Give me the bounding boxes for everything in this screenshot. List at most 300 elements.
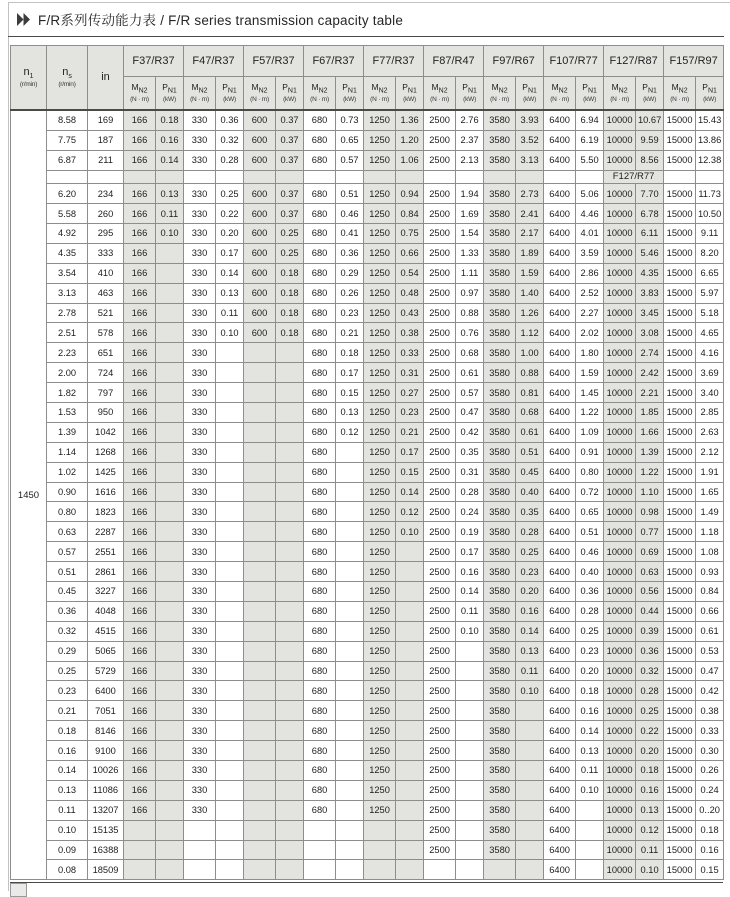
cell-mn2: 3580 (484, 462, 516, 482)
cell-mn2: 2500 (424, 343, 456, 363)
cell-pn1: 0.17 (456, 542, 484, 562)
cell-pn1 (276, 422, 304, 442)
cell-mn2: 6400 (544, 800, 576, 820)
cell-mn2: 2500 (424, 542, 456, 562)
cell-pn1: 0.25 (516, 542, 544, 562)
cell-mn2: 166 (124, 283, 156, 303)
ns-cell: 0.11 (47, 800, 88, 820)
group-header: F87/R47 (424, 46, 484, 77)
cell-mn2 (244, 502, 276, 522)
cell-pn1: 0.11 (636, 840, 664, 860)
cell-mn2: 680 (304, 542, 336, 562)
cell-mn2: 2500 (424, 130, 456, 150)
cell-pn1: 0.28 (456, 482, 484, 502)
cell-pn1: 0.47 (456, 402, 484, 422)
ns-cell: 0.63 (47, 522, 88, 542)
cell-mn2: 3580 (484, 323, 516, 343)
cell-mn2: 330 (184, 303, 216, 323)
in-cell: 1616 (88, 482, 124, 502)
cell-mn2: 2500 (424, 204, 456, 224)
cell-pn1: 0.16 (696, 840, 724, 860)
cell-mn2: 15000 (664, 343, 696, 363)
cell-pn1 (156, 343, 184, 363)
cell-pn1 (276, 170, 304, 184)
cell-mn2: 166 (124, 562, 156, 582)
cell-pn1: 0.14 (156, 150, 184, 170)
cell-pn1 (216, 422, 244, 442)
cell-pn1 (396, 562, 424, 582)
cell-mn2: 166 (124, 223, 156, 243)
cell-mn2: 330 (184, 150, 216, 170)
cell-mn2: 6400 (544, 442, 576, 462)
cell-mn2 (184, 840, 216, 860)
cell-mn2: 6400 (544, 860, 576, 880)
cell-pn1 (156, 741, 184, 761)
cell-pn1 (516, 761, 544, 781)
cell-mn2: 15000 (664, 661, 696, 681)
cell-pn1 (516, 840, 544, 860)
cell-pn1: 0.28 (516, 522, 544, 542)
cell-pn1: 0.51 (336, 184, 364, 204)
ns-cell: 1.02 (47, 462, 88, 482)
cell-mn2 (244, 422, 276, 442)
cell-mn2: 2500 (424, 462, 456, 482)
cell-mn2: 1250 (364, 502, 396, 522)
cell-pn1: 1.54 (456, 223, 484, 243)
cell-pn1 (516, 860, 544, 880)
cell-pn1: 0.57 (336, 150, 364, 170)
cell-pn1: 0.61 (516, 422, 544, 442)
cell-pn1: 3.13 (516, 150, 544, 170)
cell-pn1: 0.97 (456, 283, 484, 303)
cell-pn1: 0.26 (336, 283, 364, 303)
cell-pn1: 0.75 (396, 223, 424, 243)
in-cell: 4048 (88, 601, 124, 621)
cell-pn1 (156, 661, 184, 681)
cell-mn2: 10000 (604, 223, 636, 243)
in-cell: 2551 (88, 542, 124, 562)
cell-mn2: 330 (184, 741, 216, 761)
cell-mn2: 10000 (604, 150, 636, 170)
note-label: F127/R77 (604, 170, 664, 184)
cell-mn2: 2500 (424, 383, 456, 403)
cell-mn2: 330 (184, 601, 216, 621)
cell-mn2 (124, 170, 156, 184)
legend-box-stub (10, 883, 27, 897)
ns-cell: 2.78 (47, 303, 88, 323)
cell-mn2: 166 (124, 363, 156, 383)
in-cell: 8146 (88, 721, 124, 741)
cell-mn2 (244, 402, 276, 422)
cell-mn2: 680 (304, 383, 336, 403)
cell-mn2: 680 (304, 761, 336, 781)
in-cell (88, 170, 124, 184)
cell-pn1: 0.18 (576, 681, 604, 701)
cell-pn1 (336, 170, 364, 184)
in-cell: 260 (88, 204, 124, 224)
ns-cell: 6.87 (47, 150, 88, 170)
cell-mn2: 15000 (664, 422, 696, 442)
cell-mn2: 3580 (484, 130, 516, 150)
cell-mn2 (424, 170, 456, 184)
cell-pn1: 0.88 (516, 363, 544, 383)
cell-mn2 (244, 343, 276, 363)
cell-pn1: 2.74 (636, 343, 664, 363)
cell-pn1 (516, 721, 544, 741)
cell-mn2: 1250 (364, 263, 396, 283)
cell-pn1: 1.10 (636, 482, 664, 502)
cell-pn1: 0.93 (696, 562, 724, 582)
cell-pn1 (456, 840, 484, 860)
section-title (17, 9, 403, 29)
cell-mn2: 680 (304, 323, 336, 343)
cell-mn2: 10000 (604, 860, 636, 880)
cell-pn1 (336, 641, 364, 661)
cell-pn1: 0.28 (576, 601, 604, 621)
ns-cell: 0.32 (47, 621, 88, 641)
cell-mn2: 3580 (484, 621, 516, 641)
cell-mn2: 600 (244, 150, 276, 170)
ns-cell: 2.23 (47, 343, 88, 363)
cell-mn2: 2500 (424, 422, 456, 442)
cell-mn2: 2500 (424, 780, 456, 800)
cell-mn2: 330 (184, 800, 216, 820)
cell-pn1: 0.10 (576, 780, 604, 800)
in-cell: 15135 (88, 820, 124, 840)
cell-pn1: 0.81 (516, 383, 544, 403)
cell-pn1: 0.37 (276, 130, 304, 150)
cell-mn2 (244, 562, 276, 582)
table-row (11, 601, 724, 621)
cell-mn2: 680 (304, 243, 336, 263)
cell-pn1: 0.23 (336, 303, 364, 323)
cell-pn1 (156, 402, 184, 422)
table-row (11, 780, 724, 800)
cell-pn1 (516, 820, 544, 840)
cell-mn2: 3580 (484, 283, 516, 303)
cell-mn2: 330 (184, 323, 216, 343)
cell-pn1: 1.89 (516, 243, 544, 263)
cell-mn2: 15000 (664, 442, 696, 462)
cell-pn1: 0.19 (456, 522, 484, 542)
cell-pn1: 0.18 (336, 343, 364, 363)
cell-mn2: 1250 (364, 402, 396, 422)
cell-mn2: 1250 (364, 800, 396, 820)
cell-pn1 (276, 343, 304, 363)
cell-pn1 (396, 820, 424, 840)
cell-pn1 (156, 701, 184, 721)
cell-mn2: 10000 (604, 422, 636, 442)
cell-mn2: 680 (304, 402, 336, 422)
table-row (11, 223, 724, 243)
cell-mn2: 3580 (484, 303, 516, 323)
cell-pn1 (396, 170, 424, 184)
cell-pn1: 10.50 (696, 204, 724, 224)
cell-mn2: 10000 (604, 283, 636, 303)
cell-pn1 (456, 860, 484, 880)
subheader-pn1: $P_{N1}$ (kW) (396, 77, 424, 111)
ns-cell: 0.09 (47, 840, 88, 860)
cell-mn2: 6400 (544, 204, 576, 224)
cell-pn1: 0.16 (456, 562, 484, 582)
cell-mn2 (244, 741, 276, 761)
cell-mn2: 2500 (424, 721, 456, 741)
cell-mn2: 166 (124, 383, 156, 403)
in-cell: 211 (88, 150, 124, 170)
cell-mn2 (184, 820, 216, 840)
cell-pn1: 2.63 (696, 422, 724, 442)
cell-mn2: 3580 (484, 581, 516, 601)
cell-pn1 (456, 800, 484, 820)
cell-mn2 (124, 820, 156, 840)
cell-pn1: 0.68 (516, 402, 544, 422)
cell-pn1 (336, 701, 364, 721)
table-row (11, 263, 724, 283)
cell-pn1: 1.36 (396, 110, 424, 130)
cell-mn2 (304, 170, 336, 184)
cell-mn2: 15000 (664, 701, 696, 721)
cell-pn1: 4.01 (576, 223, 604, 243)
in-cell: 11086 (88, 780, 124, 800)
cell-mn2: 166 (124, 130, 156, 150)
cell-pn1: 0.37 (276, 184, 304, 204)
cell-pn1 (216, 601, 244, 621)
in-cell: 18509 (88, 860, 124, 880)
cell-pn1: 6.94 (576, 110, 604, 130)
cell-mn2: 330 (184, 542, 216, 562)
cell-mn2: 10000 (604, 303, 636, 323)
cell-pn1: 2.52 (576, 283, 604, 303)
cell-mn2: 10000 (604, 701, 636, 721)
cell-mn2: 680 (304, 641, 336, 661)
cell-pn1: 0.26 (696, 761, 724, 781)
ns-cell: 0.57 (47, 542, 88, 562)
cell-pn1: 5.97 (696, 283, 724, 303)
cell-pn1: 0.12 (396, 502, 424, 522)
cell-pn1: 6.11 (636, 223, 664, 243)
cell-pn1: 0.13 (576, 741, 604, 761)
cell-pn1 (156, 363, 184, 383)
cell-pn1 (156, 681, 184, 701)
cell-mn2: 15000 (664, 581, 696, 601)
cell-mn2: 330 (184, 422, 216, 442)
in-cell: 333 (88, 243, 124, 263)
cell-mn2 (244, 661, 276, 681)
cell-mn2: 600 (244, 263, 276, 283)
cell-pn1 (456, 761, 484, 781)
table-row (11, 761, 724, 781)
cell-mn2: 3580 (484, 184, 516, 204)
in-cell: 1042 (88, 422, 124, 442)
subheader-pn1: $P_{N1}$ (kW) (336, 77, 364, 111)
cell-mn2: 2500 (424, 741, 456, 761)
title-rule (8, 36, 724, 37)
cell-mn2: 1250 (364, 641, 396, 661)
cell-pn1 (216, 780, 244, 800)
cell-pn1: 0.40 (516, 482, 544, 502)
cell-mn2: 166 (124, 243, 156, 263)
in-cell: 724 (88, 363, 124, 383)
cell-pn1 (276, 502, 304, 522)
cell-mn2: 330 (184, 184, 216, 204)
cell-pn1: 0.40 (576, 562, 604, 582)
cell-mn2 (244, 840, 276, 860)
cell-mn2 (664, 170, 696, 184)
cell-mn2: 680 (304, 110, 336, 130)
cell-mn2: 3580 (484, 800, 516, 820)
cell-pn1: 13.86 (696, 130, 724, 150)
cell-pn1 (276, 601, 304, 621)
table-row (11, 482, 724, 502)
note-row (11, 170, 724, 184)
cell-pn1: 0.15 (396, 462, 424, 482)
cell-pn1 (396, 581, 424, 601)
cell-mn2: 3580 (484, 820, 516, 840)
cell-pn1 (216, 522, 244, 542)
cell-mn2: 6400 (544, 263, 576, 283)
group-header: F57/R37 (244, 46, 304, 77)
cell-mn2: 680 (304, 562, 336, 582)
cell-pn1: 0.25 (276, 223, 304, 243)
cell-pn1: 0.54 (396, 263, 424, 283)
cell-mn2: 15000 (664, 542, 696, 562)
cell-pn1 (156, 442, 184, 462)
cell-pn1 (336, 542, 364, 562)
cell-pn1: 0.17 (216, 243, 244, 263)
cell-pn1: 1.08 (696, 542, 724, 562)
cell-mn2: 680 (304, 363, 336, 383)
cell-mn2: 3580 (484, 542, 516, 562)
ns-cell: 0.25 (47, 661, 88, 681)
cell-mn2: 3580 (484, 422, 516, 442)
cell-pn1 (456, 170, 484, 184)
cell-mn2 (124, 840, 156, 860)
cell-pn1 (396, 601, 424, 621)
cell-pn1: 0.51 (576, 522, 604, 542)
cell-pn1: 3.40 (696, 383, 724, 403)
cell-mn2: 15000 (664, 184, 696, 204)
cell-pn1 (156, 303, 184, 323)
cell-pn1: 6.78 (636, 204, 664, 224)
cell-mn2: 10000 (604, 562, 636, 582)
ns-cell: 0.08 (47, 860, 88, 880)
cell-mn2: 1250 (364, 243, 396, 263)
subheader-pn1: $P_{N1}$ (kW) (216, 77, 244, 111)
in-cell: 16388 (88, 840, 124, 860)
cell-mn2: 330 (184, 502, 216, 522)
cell-mn2: 6400 (544, 223, 576, 243)
cell-pn1 (276, 761, 304, 781)
cell-pn1: 0.38 (696, 701, 724, 721)
ns-cell: 0.18 (47, 721, 88, 741)
cell-pn1 (276, 661, 304, 681)
cell-mn2: 15000 (664, 303, 696, 323)
cell-mn2: 2500 (424, 621, 456, 641)
ns-cell: 0.16 (47, 741, 88, 761)
cell-pn1 (276, 383, 304, 403)
cell-pn1: 2.37 (456, 130, 484, 150)
cell-pn1 (456, 721, 484, 741)
cell-pn1: 0.48 (396, 283, 424, 303)
cell-pn1: 6.65 (696, 263, 724, 283)
cell-pn1 (276, 621, 304, 641)
in-cell: 295 (88, 223, 124, 243)
ns-cell: 0.90 (47, 482, 88, 502)
cell-pn1: 0.16 (156, 130, 184, 150)
cell-pn1: 4.65 (696, 323, 724, 343)
cell-pn1 (156, 323, 184, 343)
cell-mn2: 330 (184, 661, 216, 681)
cell-mn2: 3580 (484, 110, 516, 130)
cell-mn2: 6400 (544, 243, 576, 263)
cell-mn2: 3580 (484, 721, 516, 741)
cell-mn2: 3580 (484, 780, 516, 800)
cell-mn2: 6400 (544, 363, 576, 383)
cell-pn1: 0.36 (216, 110, 244, 130)
cell-pn1 (216, 800, 244, 820)
cell-mn2: 15000 (664, 204, 696, 224)
cell-pn1: 0.13 (156, 184, 184, 204)
cell-pn1: 9.11 (696, 223, 724, 243)
cell-pn1: 0.20 (576, 661, 604, 681)
cell-pn1: 0.24 (696, 780, 724, 800)
cell-mn2 (244, 621, 276, 641)
cell-mn2: 166 (124, 402, 156, 422)
cell-pn1: 0.18 (636, 761, 664, 781)
cell-pn1: 0.10 (216, 323, 244, 343)
cell-mn2: 600 (244, 283, 276, 303)
cell-pn1: 0.21 (336, 323, 364, 343)
group-header: F47/R37 (184, 46, 244, 77)
ns-cell: 6.20 (47, 184, 88, 204)
ns-cell: 0.45 (47, 581, 88, 601)
subheader-mn2: $M_{N2}$ (N · m) (604, 77, 636, 111)
cell-mn2: 3580 (484, 661, 516, 681)
cell-mn2 (184, 860, 216, 880)
cell-mn2: 10000 (604, 522, 636, 542)
cell-mn2: 3580 (484, 681, 516, 701)
cell-pn1: 1.80 (576, 343, 604, 363)
cell-pn1: 0.20 (516, 581, 544, 601)
cell-pn1 (396, 721, 424, 741)
cell-pn1: 0.16 (636, 780, 664, 800)
table-row (11, 343, 724, 363)
cell-pn1 (336, 482, 364, 502)
cell-mn2: 1250 (364, 562, 396, 582)
cell-pn1: 3.83 (636, 283, 664, 303)
cell-pn1 (456, 820, 484, 840)
cell-mn2: 2500 (424, 243, 456, 263)
in-cell: 3227 (88, 581, 124, 601)
cell-pn1: 0.18 (276, 263, 304, 283)
cell-mn2: 15000 (664, 641, 696, 661)
cell-pn1 (216, 840, 244, 860)
cell-pn1: 0.10 (516, 681, 544, 701)
cell-mn2: 680 (304, 502, 336, 522)
cell-mn2: 330 (184, 522, 216, 542)
ns-cell: 2.00 (47, 363, 88, 383)
subheader-pn1: $P_{N1}$ (kW) (636, 77, 664, 111)
table-row (11, 243, 724, 263)
cell-pn1: 0.18 (696, 820, 724, 840)
cell-mn2 (244, 701, 276, 721)
cell-mn2 (364, 840, 396, 860)
cell-mn2 (244, 800, 276, 820)
cell-pn1 (396, 741, 424, 761)
cell-mn2: 3580 (484, 150, 516, 170)
cell-pn1: 1.59 (516, 263, 544, 283)
cell-mn2: 166 (124, 184, 156, 204)
